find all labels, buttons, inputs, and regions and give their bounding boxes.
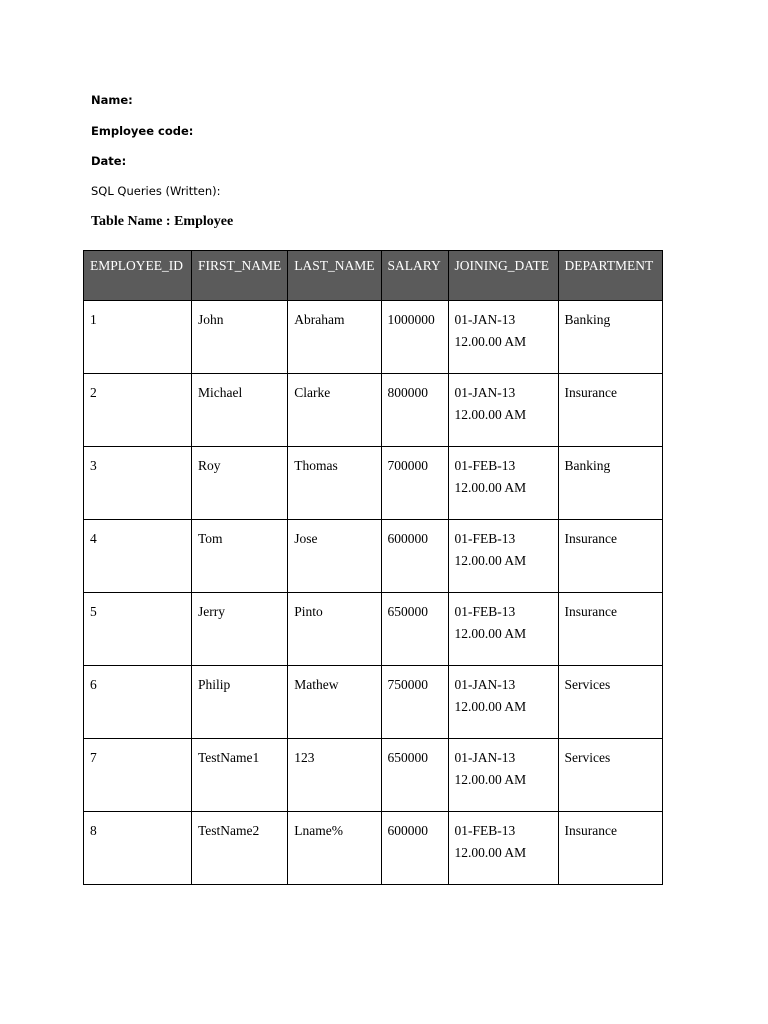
table-header-row xyxy=(84,251,663,301)
cell-first-name: John xyxy=(192,301,288,374)
table-row xyxy=(84,666,663,739)
joining-date-day: 01-JAN-13 xyxy=(454,312,516,327)
cell-department: Insurance xyxy=(558,374,662,447)
cell-last-name: Abraham xyxy=(288,301,381,374)
cell-first-name: Jerry xyxy=(192,593,288,666)
cell-department: Banking xyxy=(558,447,662,520)
col-header-joining-date: JOINING_DATE xyxy=(448,251,558,301)
table-row xyxy=(84,812,663,885)
cell-last-name: Lname% xyxy=(288,812,381,885)
cell-department: Insurance xyxy=(558,593,662,666)
cell-joining-date xyxy=(448,374,558,447)
employee-code-label: Employee code: xyxy=(91,124,194,138)
cell-joining-date xyxy=(448,812,558,885)
joining-date-day: 01-JAN-13 xyxy=(454,750,516,765)
joining-date-time: 12.00.00 AM xyxy=(454,407,527,422)
cell-employee-id: 5 xyxy=(84,593,192,666)
joining-date-day: 01-FEB-13 xyxy=(454,458,516,473)
cell-last-name: Clarke xyxy=(288,374,381,447)
col-header-employee-id: EMPLOYEE_ID xyxy=(84,251,192,301)
cell-salary: 600000 xyxy=(381,812,448,885)
col-header-department: DEPARTMENT xyxy=(558,251,662,301)
cell-first-name: Roy xyxy=(192,447,288,520)
cell-department: Insurance xyxy=(558,812,662,885)
col-header-first-name: FIRST_NAME xyxy=(192,251,288,301)
cell-salary: 750000 xyxy=(381,666,448,739)
cell-employee-id: 2 xyxy=(84,374,192,447)
cell-employee-id: 7 xyxy=(84,739,192,812)
date-label: Date: xyxy=(91,154,127,168)
cell-salary: 600000 xyxy=(381,520,448,593)
table-row xyxy=(84,301,663,374)
table-row xyxy=(84,593,663,666)
cell-joining-date xyxy=(448,739,558,812)
name-label: Name: xyxy=(91,93,133,107)
joining-date-day: 01-FEB-13 xyxy=(454,531,516,546)
col-header-salary: SALARY xyxy=(381,251,448,301)
table-name-label: Table Name : Employee xyxy=(91,214,234,229)
cell-department: Banking xyxy=(558,301,662,374)
cell-first-name: TestName2 xyxy=(192,812,288,885)
joining-date-time: 12.00.00 AM xyxy=(454,626,527,641)
table-row xyxy=(84,520,663,593)
cell-salary: 700000 xyxy=(381,447,448,520)
cell-department: Insurance xyxy=(558,520,662,593)
joining-date-time: 12.00.00 AM xyxy=(454,845,527,860)
cell-salary: 1000000 xyxy=(381,301,448,374)
cell-joining-date xyxy=(448,666,558,739)
cell-employee-id: 6 xyxy=(84,666,192,739)
joining-date-time: 12.00.00 AM xyxy=(454,553,527,568)
cell-last-name: 123 xyxy=(288,739,381,812)
cell-joining-date xyxy=(448,593,558,666)
cell-first-name: Michael xyxy=(192,374,288,447)
cell-joining-date xyxy=(448,447,558,520)
cell-salary: 800000 xyxy=(381,374,448,447)
cell-department: Services xyxy=(558,739,662,812)
employee-table xyxy=(83,250,663,885)
col-header-last-name: LAST_NAME xyxy=(288,251,381,301)
cell-salary: 650000 xyxy=(381,739,448,812)
cell-last-name: Mathew xyxy=(288,666,381,739)
cell-last-name: Thomas xyxy=(288,447,381,520)
sql-queries-label: SQL Queries (Written): xyxy=(91,184,221,198)
cell-salary: 650000 xyxy=(381,593,448,666)
joining-date-day: 01-JAN-13 xyxy=(454,677,516,692)
cell-first-name: Tom xyxy=(192,520,288,593)
cell-joining-date xyxy=(448,301,558,374)
cell-first-name: Philip xyxy=(192,666,288,739)
cell-first-name: TestName1 xyxy=(192,739,288,812)
table-row xyxy=(84,374,663,447)
cell-employee-id: 1 xyxy=(84,301,192,374)
joining-date-time: 12.00.00 AM xyxy=(454,772,527,787)
joining-date-time: 12.00.00 AM xyxy=(454,334,527,349)
joining-date-time: 12.00.00 AM xyxy=(454,480,527,495)
table-row xyxy=(84,739,663,812)
joining-date-day: 01-FEB-13 xyxy=(454,604,516,619)
joining-date-time: 12.00.00 AM xyxy=(454,699,527,714)
joining-date-day: 01-JAN-13 xyxy=(454,385,516,400)
cell-employee-id: 3 xyxy=(84,447,192,520)
joining-date-day: 01-FEB-13 xyxy=(454,823,516,838)
cell-department: Services xyxy=(558,666,662,739)
cell-employee-id: 8 xyxy=(84,812,192,885)
cell-last-name: Jose xyxy=(288,520,381,593)
cell-joining-date xyxy=(448,520,558,593)
cell-last-name: Pinto xyxy=(288,593,381,666)
table-row xyxy=(84,447,663,520)
cell-employee-id: 4 xyxy=(84,520,192,593)
